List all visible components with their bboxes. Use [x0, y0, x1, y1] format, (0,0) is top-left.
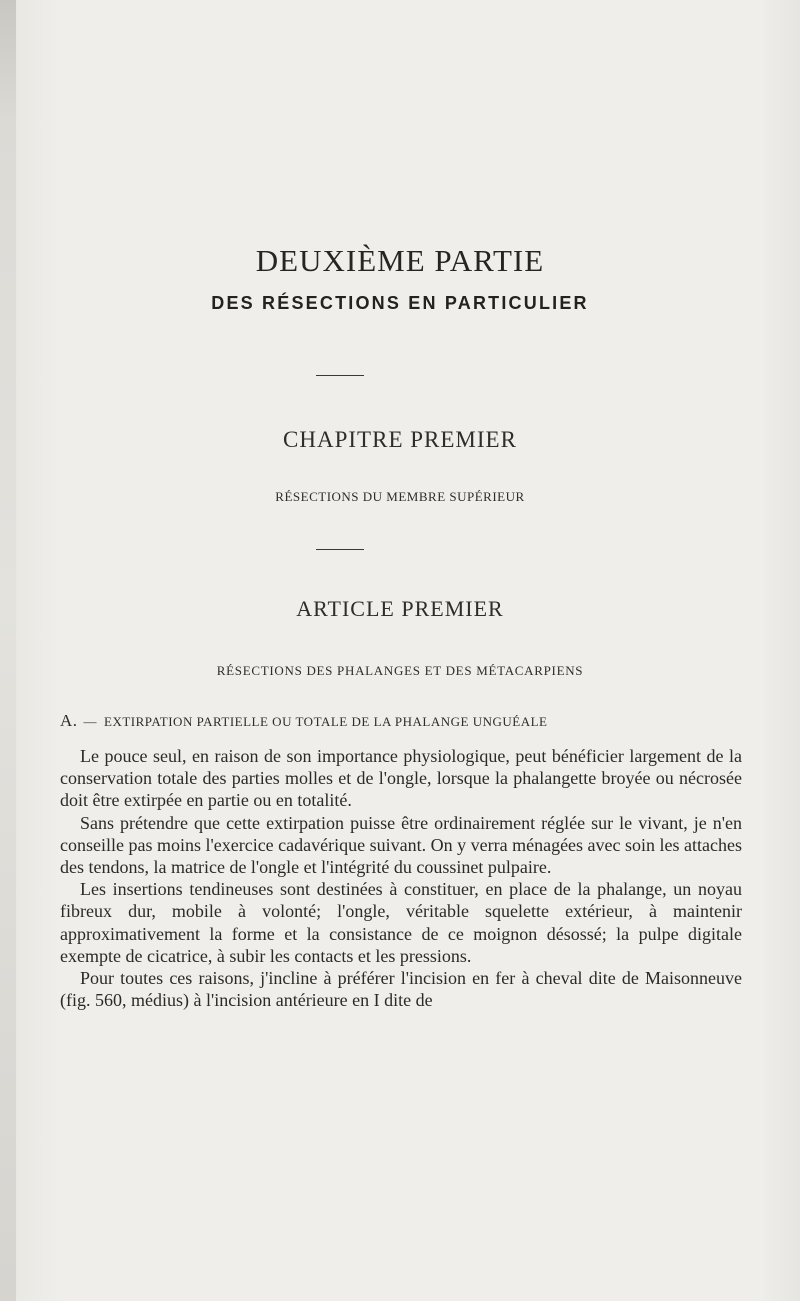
section-dash: —	[83, 714, 98, 729]
section-heading-text: EXTIRPATION PARTIELLE OU TOTALE DE LA PHALANGE UNGUÉALE	[104, 714, 548, 729]
paragraph: Pour toutes ces raisons, j'incline à préférer l'incision en fer à cheval dite de Maisonneuve (fig. 560, médius) à l'incision antérieure en I dite de	[60, 968, 742, 1011]
article-title: ARTICLE PREMIER	[296, 596, 504, 621]
page-binding-edge	[0, 0, 16, 1301]
part-title: DEUXIÈME PARTIE	[255, 243, 545, 278]
body-text	[60, 745, 742, 1011]
paragraph: Les insertions tendineuses sont destinées à constituer, en place de la phalange, un noyau fibreux dur, mobile à volonté; l'ongle, véritable squelette extérieur, à maintenir approximativement la forme et la consistance de ce moignon désossé; la pulpe digitale exempte de cicatrice, à subir les contacts et les pressions.	[60, 879, 742, 966]
part-subtitle: DES RÉSECTIONS EN PARTICULIER	[211, 293, 589, 313]
section-letter: A.	[60, 711, 78, 730]
chapter-subtitle: RÉSECTIONS DU MEMBRE SUPÉRIEUR	[275, 489, 525, 504]
paragraph: Le pouce seul, en raison de son importance physiologique, peut bénéficier largement de la conservation totale des parties molles et de l'ongle, lorsque la phalangette broyée ou nécrosée doit être extirpée en partie ou en totalité.	[60, 746, 742, 811]
divider-rule	[316, 375, 364, 376]
paragraph: Sans prétendre que cette extirpation puisse être ordinairement réglée sur le vivant, je n'en conseille pas moins l'exercice cadavérique suivant. On y verra ménagées avec soin les attaches des tendons, la matrice de l'ongle et l'intégrité du coussinet pulpaire.	[60, 812, 742, 878]
chapter-title: CHAPITRE PREMIER	[283, 427, 517, 452]
section-heading	[60, 711, 548, 731]
divider-rule	[316, 549, 364, 550]
article-subtitle: RÉSECTIONS DES PHALANGES ET DES MÉTACARPIENS	[216, 663, 584, 678]
